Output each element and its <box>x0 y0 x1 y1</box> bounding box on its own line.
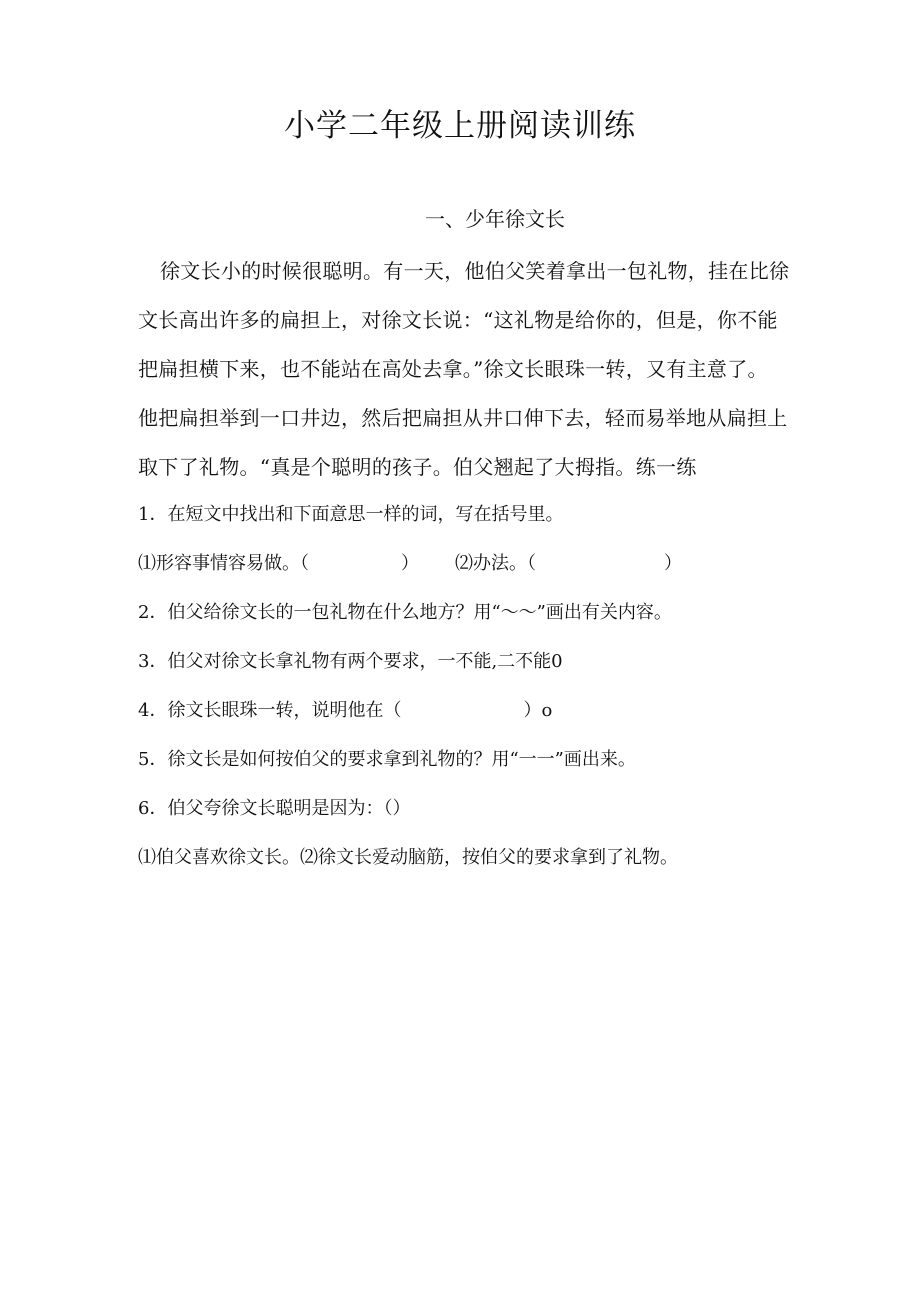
question-1-subitems <box>138 549 682 575</box>
question-1: 1．在短文中找出和下面意思一样的词，写在括号里。 <box>138 504 564 525</box>
passage-line: 他把扁担举到一口井边，然后把扁担从井口伸下去，轻而易举地从扁担上 <box>138 406 788 430</box>
question-6-options: ⑴伯父喜欢徐文长。⑵徐文长爱动脑筋，按伯父的要求拿到了礼物。 <box>138 847 678 868</box>
passage-line: 把扁担横下来，也不能站在高处去拿。”徐文长眼珠一转，又有主意了。 <box>138 357 768 381</box>
question-5: 5．徐文长是如何按伯父的要求拿到礼物的？用“一一”画出来。 <box>138 749 636 770</box>
question-1b-close: ） <box>664 553 682 574</box>
question-4-close: ）o <box>523 700 553 721</box>
question-6: 6．伯父夸徐文长聪明是因为：（） <box>138 798 411 819</box>
question-1a-text: ⑴形容事情容易做。（ <box>138 553 309 574</box>
question-4 <box>138 696 552 722</box>
question-2: 2．伯父给徐文长的一包礼物在什么地方？用“～～”画出有关内容。 <box>138 602 672 623</box>
page-title: 小学二年级上册阅读训练 <box>284 108 636 144</box>
question-3: 3．伯父对徐文长拿礼物有两个要求，一不能,二不能0 <box>138 651 563 672</box>
section-title: 一、少年徐文长 <box>425 207 565 231</box>
question-1a-close: ） <box>401 553 419 574</box>
passage-line: 文长高出许多的扁担上，对徐文长说：“这礼物是给你的，但是，你不能 <box>138 308 778 332</box>
passage-line: 取下了礼物。“真是个聪明的孩子。伯父翘起了大拇指。练一练 <box>138 455 697 479</box>
passage-line: 徐文长小的时候很聪明。有一天，他伯父笑着拿出一包礼物，挂在比徐 <box>160 259 790 283</box>
question-4-text: 4．徐文长眼珠一转，说明他在（ <box>138 700 402 721</box>
question-1b-text: ⑵办法。（ <box>455 553 536 574</box>
